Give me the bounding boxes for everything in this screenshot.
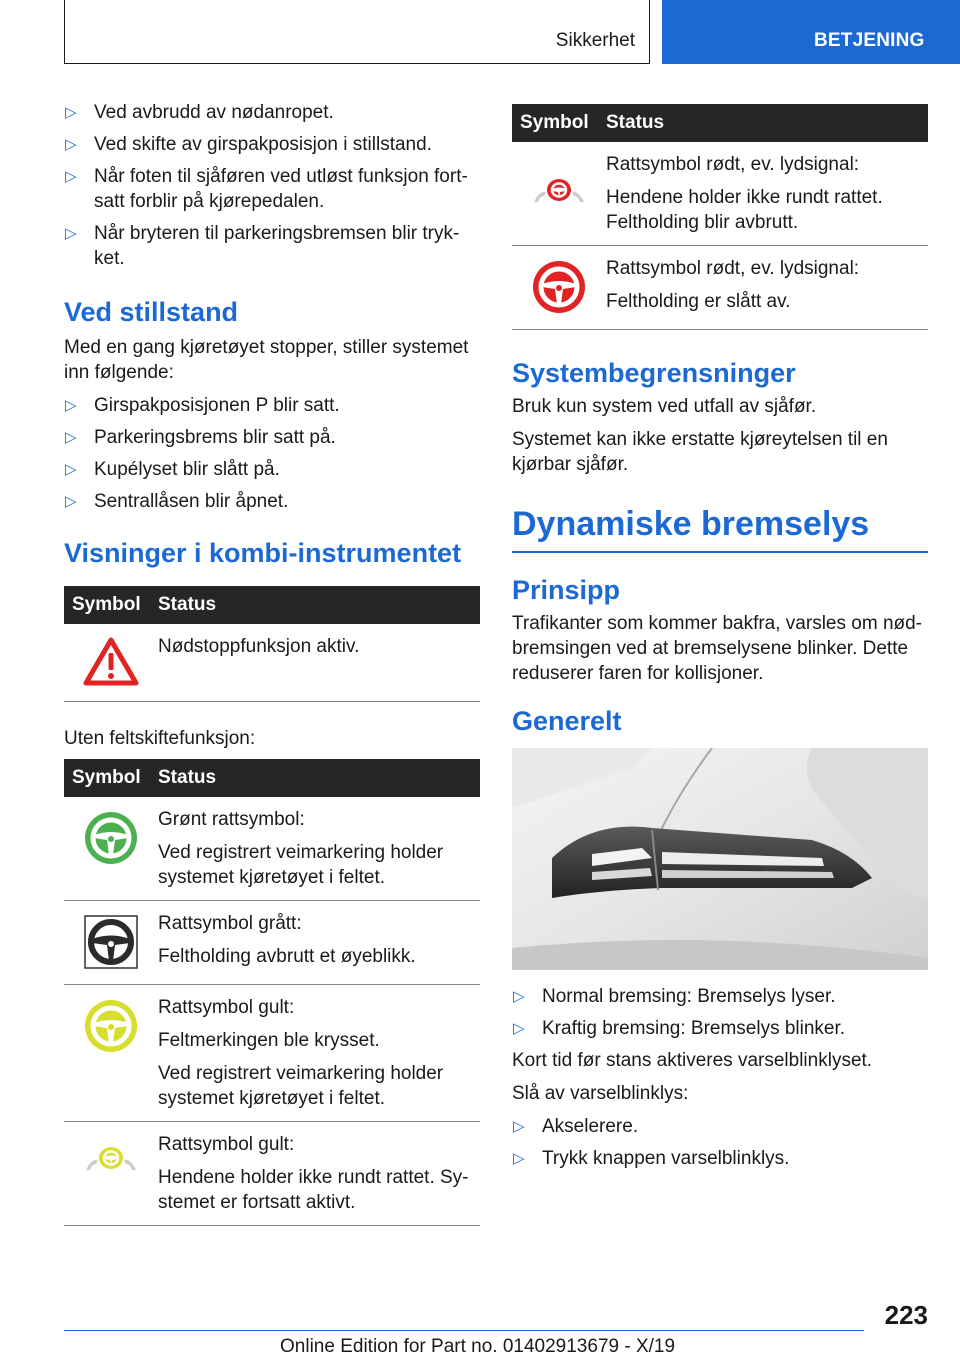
triangle-bullet-icon: ▷ xyxy=(65,136,77,153)
triangle-bullet-icon: ▷ xyxy=(65,397,77,414)
triangle-bullet-icon: ▷ xyxy=(65,429,77,446)
table-row xyxy=(64,1122,480,1226)
symbol-table-2 xyxy=(64,759,480,1226)
status-text: Rattsymbol rødt, ev. lydsignal: xyxy=(606,154,860,175)
table-row xyxy=(64,624,480,702)
systembegrensninger-p1: Bruk kun system ved utfall av sjåfør. xyxy=(512,396,817,417)
bullet-list-stillstand xyxy=(64,393,480,514)
sla-av-text: Slå av varselblinklys: xyxy=(512,1083,689,1104)
status-text: Ved registrert veimarkering holder systemet kjøretøyet i feltet. xyxy=(158,842,444,888)
left-column xyxy=(64,100,480,1226)
list-item: ▷ Når bryteren til parkeringsbremsen blir tryk‐ ket. xyxy=(65,223,460,269)
status-text: Rattsymbol rødt, ev. lydsignal: xyxy=(606,258,860,279)
red-hands-off-wheel-icon xyxy=(532,168,586,208)
footer-edition-text: Online Edition for Part no. 01402913679 - X/19 xyxy=(280,1336,676,1357)
list-item: ▷ Sentrallåsen blir åpnet. xyxy=(65,491,289,512)
bullet-list-top xyxy=(64,100,480,271)
header-section-title: Sikkerhet xyxy=(555,30,635,51)
tail-light-photo xyxy=(512,748,928,970)
status-text: Rattsymbol gult: xyxy=(158,997,295,1018)
list-item: ▷ Parkeringsbrems blir satt på. xyxy=(65,427,336,448)
col-header-status: Status xyxy=(606,104,928,142)
page-number: 223 xyxy=(884,1300,928,1330)
status-text: Rattsymbol gult: xyxy=(158,1134,295,1155)
bullet-list-sla-av xyxy=(512,1114,928,1171)
status-text: Feltholding avbrutt et øyeblikk. xyxy=(158,946,416,967)
symbol-table-1 xyxy=(64,586,480,702)
heading-generelt: Generelt xyxy=(512,706,622,736)
list-item: ▷ Normal bremsing: Bremselys lyser. xyxy=(513,986,836,1007)
table-row xyxy=(64,901,480,985)
col-header-symbol: Symbol xyxy=(64,759,158,797)
status-text: Hendene holder ikke rundt rattet. Feltholding blir avbrutt. xyxy=(606,187,883,233)
yellow-hands-off-wheel-icon xyxy=(84,1136,138,1176)
systembegrensninger-p2: Systemet kan ikke erstatte kjøreytelsen til en kjørbar sjåfør. xyxy=(512,429,888,475)
heading-ved-stillstand: Ved stillstand xyxy=(64,297,239,327)
status-text: Feltmerkingen ble krysset. xyxy=(158,1030,380,1051)
status-text: Nødstoppfunksjon aktiv. xyxy=(158,636,360,657)
heading-prinsipp: Prinsipp xyxy=(512,575,621,605)
triangle-bullet-icon: ▷ xyxy=(65,461,77,478)
list-item: ▷ Når foten til sjåføren ved utløst funksjon fort‐ satt forblir på kjørepedalen. xyxy=(65,166,468,212)
list-item: ▷ Trykk knappen varselblinklys. xyxy=(513,1148,790,1169)
list-item: ▷ Kraftig bremsing: Bremselys blinker. xyxy=(513,1018,846,1039)
footer-divider xyxy=(64,1330,864,1331)
green-steering-wheel-icon xyxy=(84,811,138,865)
table-row xyxy=(512,142,928,246)
col-header-symbol: Symbol xyxy=(512,104,606,142)
triangle-bullet-icon: ▷ xyxy=(513,988,525,1005)
symbol-table-3 xyxy=(512,104,928,330)
status-text: Rattsymbol grått: xyxy=(158,913,302,934)
yellow-steering-wheel-icon xyxy=(84,999,138,1053)
uten-feltskifte-label: Uten feltskiftefunksjon: xyxy=(64,728,256,749)
heading-visninger: Visninger i kombi-instrumentet xyxy=(64,538,462,568)
header-chapter-title: BETJENING xyxy=(814,30,925,51)
triangle-bullet-icon: ▷ xyxy=(65,104,77,121)
status-text: Feltholding er slått av. xyxy=(606,291,791,312)
list-item: ▷ Girspakposisjonen P blir satt. xyxy=(65,395,340,416)
triangle-bullet-icon: ▷ xyxy=(513,1020,525,1037)
table-row xyxy=(512,246,928,330)
heading-dynamiske-bremselys: Dynamiske bremselys xyxy=(512,503,928,553)
triangle-bullet-icon: ▷ xyxy=(513,1118,525,1135)
warning-triangle-icon xyxy=(83,636,139,686)
red-steering-wheel-icon xyxy=(532,260,586,314)
right-column xyxy=(512,104,928,1178)
list-item: ▷ Akselerere. xyxy=(513,1116,639,1137)
bullet-list-generelt xyxy=(512,984,928,1041)
header-chapter-box xyxy=(662,0,960,64)
status-text: Ved registrert veimarkering holder systemet kjøretøyet i feltet. xyxy=(158,1063,444,1109)
status-text: Hendene holder ikke rundt rattet. Sy‐ stemet er fortsatt aktivt. xyxy=(158,1167,469,1213)
triangle-bullet-icon: ▷ xyxy=(65,493,77,510)
header-section-box xyxy=(64,0,650,64)
status-text: Grønt rattsymbol: xyxy=(158,809,305,830)
table-row xyxy=(64,985,480,1122)
list-item: ▷ Kupélyset blir slått på. xyxy=(65,459,280,480)
gray-steering-wheel-icon xyxy=(84,915,138,969)
stillstand-intro: Med en gang kjøretøyet stopper, stiller systemet inn følgende: xyxy=(64,337,469,383)
triangle-bullet-icon: ▷ xyxy=(513,1150,525,1167)
triangle-bullet-icon: ▷ xyxy=(65,225,77,242)
col-header-status: Status xyxy=(158,759,480,797)
col-header-status: Status xyxy=(158,586,480,624)
list-item: ▷ Ved avbrudd av nødanropet. xyxy=(65,102,334,123)
prinsipp-text: Trafikanter som kommer bakfra, varsles om nød‐ bremsingen ved at bremselysene blinker. Dette reduserer faren for kollisjoner. xyxy=(512,613,923,684)
kort-tid-text: Kort tid før stans aktiveres varselblinklyset. xyxy=(512,1050,873,1071)
col-header-symbol: Symbol xyxy=(64,586,158,624)
list-item: ▷ Ved skifte av girspakposisjon i stillstand. xyxy=(65,134,432,155)
table-row xyxy=(64,797,480,901)
triangle-bullet-icon: ▷ xyxy=(65,168,77,185)
heading-systembegrensninger: Systembegrensninger xyxy=(512,358,796,388)
